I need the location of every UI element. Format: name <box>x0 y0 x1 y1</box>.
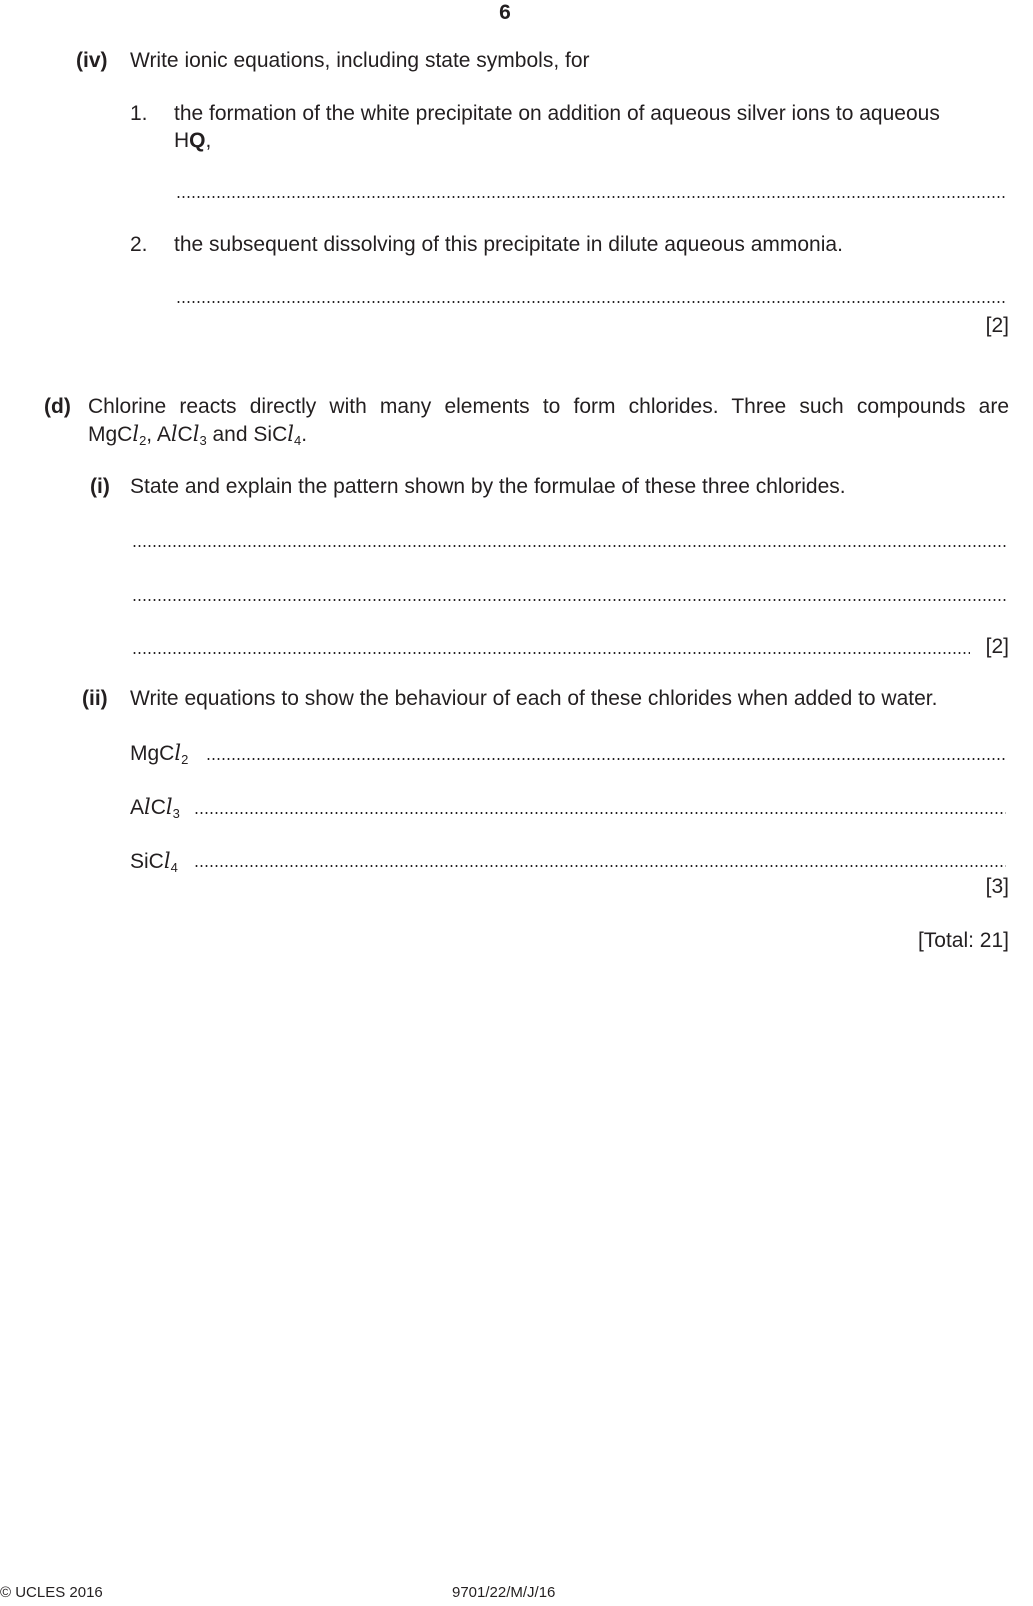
item-1-text-cont <box>174 128 211 154</box>
answer-line-d-i-3[interactable] <box>132 651 970 655</box>
item-2-text: the subsequent dissolving of this precipitate in dilute aqueous ammonia. <box>174 233 843 256</box>
h-symbol: H <box>174 129 190 152</box>
answer-line-d-i-1[interactable] <box>132 544 1006 548</box>
question-label-d: (d) <box>44 395 71 418</box>
answer-line-alcl3[interactable] <box>194 811 1006 815</box>
item-1-text-line: the formation of the white precipitate on addition of aqueous silver ions to aqueous <box>174 102 940 125</box>
equation-label-mgcl2: MgCl$_2$ <box>130 741 189 767</box>
question-d-text <box>88 394 1009 420</box>
question-d-i-text: State and explain the pattern shown by the formulae of these three chlorides. <box>130 475 846 498</box>
question-label-d-i: (i) <box>90 475 110 498</box>
marks-iv: [2] <box>985 314 1009 337</box>
question-d-text-line1: Chlorine reacts directly with many elements to form chlorides. Three such compounds are <box>88 395 1009 418</box>
marks-d-i: [2] <box>985 635 1009 658</box>
footer-copyright: © UCLES 2016 <box>0 1584 103 1601</box>
page-number: 6 <box>499 1 511 24</box>
equation-label-sicl4: SiCl$_4$ <box>130 849 178 875</box>
comma: , <box>205 129 212 152</box>
question-total: [Total: 21] <box>917 929 1009 952</box>
question-d-formulae: MgCl$_2$, AlCl$_3$ and SiCl$_4$. <box>88 422 308 448</box>
q-symbol: Q <box>189 129 206 152</box>
formula-mgcl2: MgCl$_2$ <box>88 422 147 448</box>
answer-line-sicl4[interactable] <box>194 864 1006 868</box>
question-iv-intro: Write ionic equations, including state symbols, for <box>130 49 590 72</box>
answer-line-mgcl2[interactable] <box>206 757 1006 761</box>
answer-line-iv-1[interactable] <box>176 195 1006 199</box>
formula-alcl3: AlCl$_3$ <box>156 422 207 448</box>
question-label-iv: (iv) <box>76 49 108 72</box>
answer-line-iv-2[interactable] <box>176 300 1006 304</box>
equation-label-alcl3: AlCl$_3$ <box>130 795 180 821</box>
footer-paper-code: 9701/22/M/J/16 <box>452 1584 556 1601</box>
answer-line-d-i-2[interactable] <box>132 598 1006 602</box>
question-label-d-ii: (ii) <box>82 687 108 710</box>
item-2-number: 2. <box>130 233 148 256</box>
marks-d-ii: [3] <box>985 875 1009 898</box>
formula-sicl4: SiCl$_4$ <box>253 422 302 448</box>
question-d-ii-text: Write equations to show the behaviour of each of these chlorides when added to water. <box>130 687 938 710</box>
item-1-number: 1. <box>130 102 148 125</box>
item-1-text <box>174 101 1009 127</box>
